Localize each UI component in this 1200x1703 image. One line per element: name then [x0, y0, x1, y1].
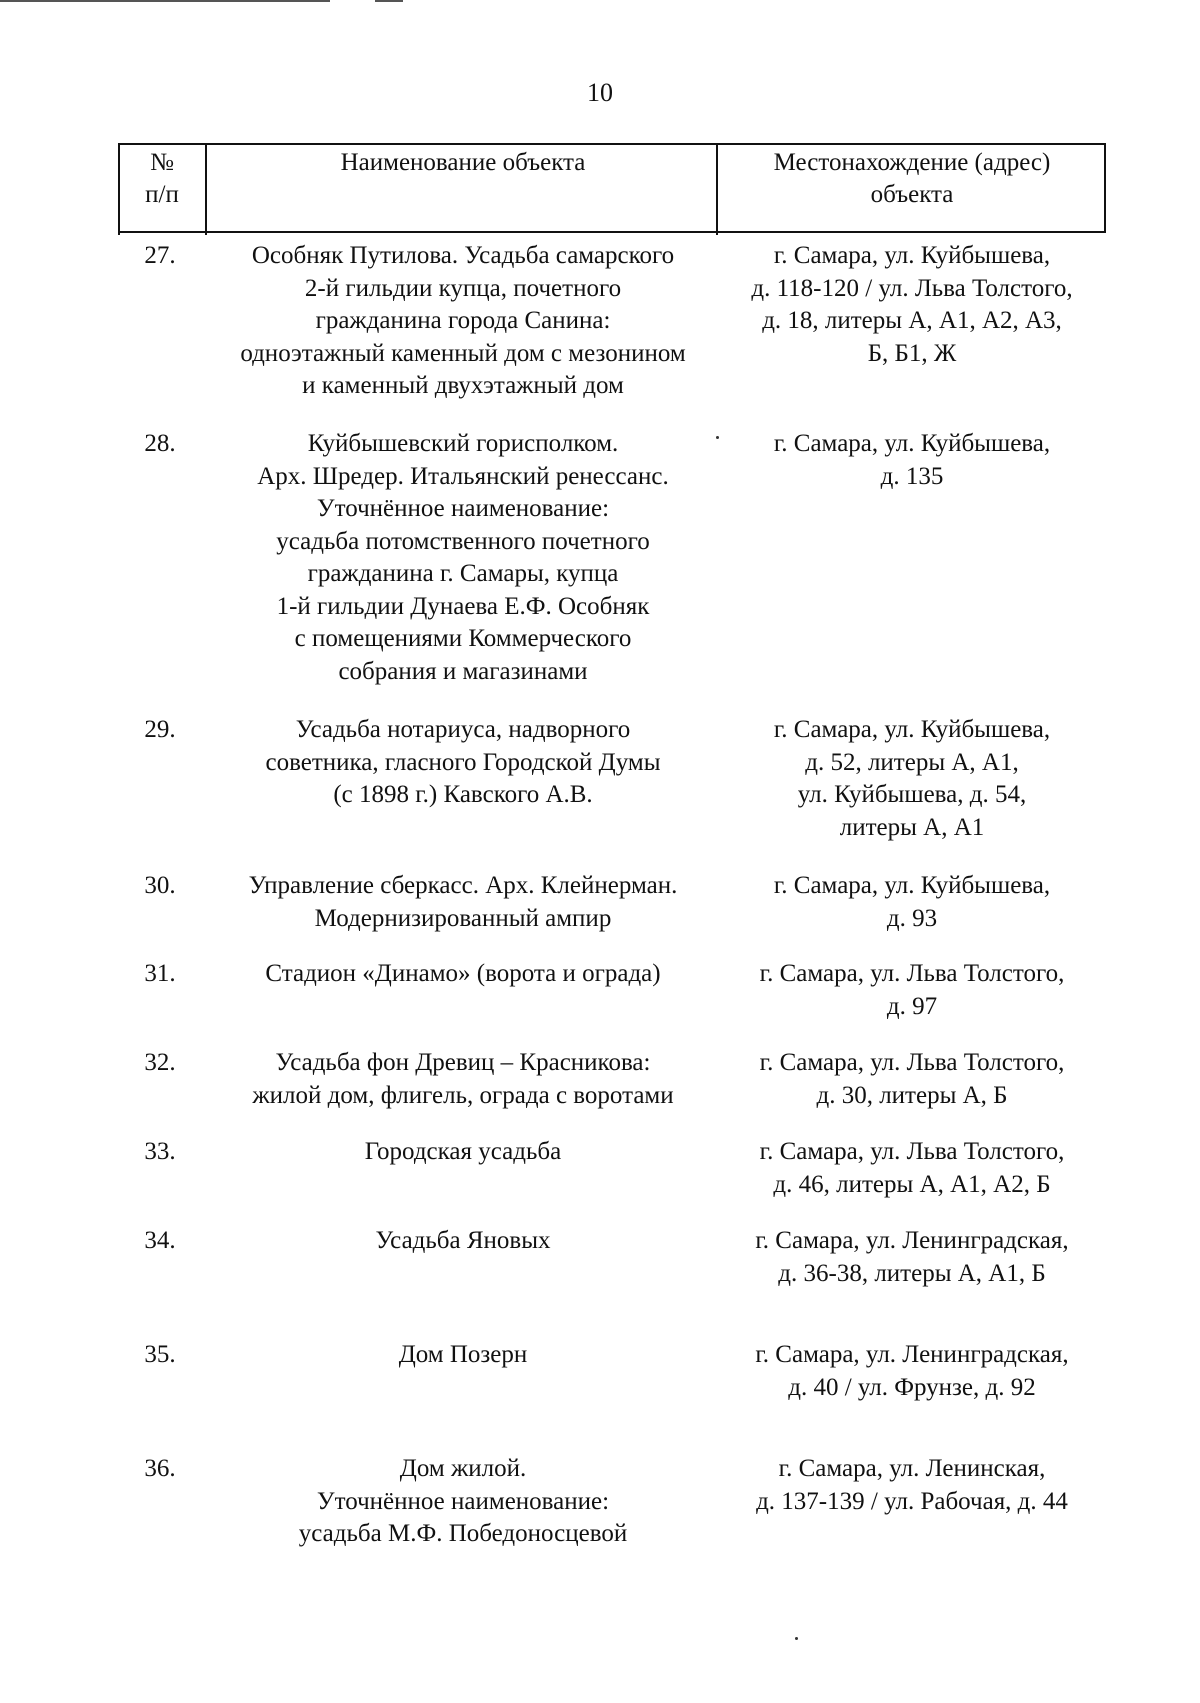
object-address: [722, 1047, 1102, 1112]
row-number: 34.: [144, 1227, 176, 1254]
object-address-line: г. Самара, ул. Куйбышева,: [773, 242, 1051, 269]
object-name: [208, 240, 718, 403]
object-address-line: г. Самара, ул. Куйбышева,: [773, 430, 1051, 457]
row-number: 28.: [144, 430, 176, 457]
row-number: 32.: [144, 1049, 176, 1076]
object-address: [722, 958, 1102, 1023]
row-number: 36.: [144, 1455, 176, 1482]
row-number: 29.: [144, 716, 176, 743]
object-address-line: г. Самара, ул. Ленинградская,: [755, 1341, 1069, 1368]
object-name-line: Городская усадьба: [364, 1138, 562, 1165]
object-address: [722, 870, 1102, 935]
object-name-line: 1-й гильдии Дунаева Е.Ф. Особняк: [276, 592, 650, 620]
header-num: [122, 147, 202, 211]
object-address-line: г. Самара, ул. Ленинградская,: [755, 1227, 1069, 1254]
row-number: 35.: [144, 1341, 176, 1368]
object-address-line: г. Самара, ул. Куйбышева,: [773, 872, 1051, 899]
object-name-line: (с 1898 г.) Кавского А.В.: [333, 781, 593, 808]
object-name-line: Дом Позерн: [398, 1341, 528, 1368]
object-name-line: Арх. Шредер. Итальянский ренессанс.: [257, 462, 669, 490]
object-name-line: одноэтажный каменный дом с мезонином: [240, 339, 686, 367]
object-name: [208, 1136, 718, 1169]
page-number: 10: [587, 78, 613, 107]
object-name-line: жилой дом, флигель, ограда с воротами: [252, 1081, 674, 1109]
scan-speck: [795, 1637, 798, 1640]
object-address: [722, 428, 1102, 493]
object-name-line: Усадьба фон Древиц – Красникова:: [275, 1049, 651, 1076]
object-name-line: Модернизированный ампир: [314, 904, 612, 932]
object-name-line: Управление сберкасс. Арх. Клейнерман.: [248, 872, 678, 899]
object-address-line: г. Самара, ул. Льва Толстого,: [759, 1138, 1065, 1165]
object-address-line: г. Самара, ул. Куйбышева,: [773, 716, 1051, 743]
object-address-line: г. Самара, ул. Льва Толстого,: [759, 1049, 1065, 1076]
row-number: 27.: [144, 242, 176, 269]
object-name-line: 2-й гильдии купца, почетного: [304, 274, 622, 302]
object-name: [208, 714, 718, 812]
object-address: [722, 714, 1102, 844]
object-name: [208, 1225, 718, 1258]
object-name-line: Дом жилой.: [399, 1455, 527, 1482]
object-address-line: г. Самара, ул. Ленинская,: [778, 1455, 1046, 1482]
object-name-line: Стадион «Динамо» (ворота и ограда): [265, 960, 661, 987]
object-address-line: д. 30, литеры А, Б: [816, 1081, 1008, 1109]
object-address-line: г. Самара, ул. Льва Толстого,: [759, 960, 1065, 987]
object-name-line: собрания и магазинами: [338, 657, 588, 685]
object-address-line: д. 52, литеры А, А1,: [805, 748, 1019, 776]
object-address: [722, 1453, 1102, 1518]
object-address-line: д. 135: [880, 462, 944, 490]
object-name: [208, 1339, 718, 1372]
object-address: [722, 1225, 1102, 1290]
object-name-line: усадьба потомственного почетного: [276, 527, 650, 555]
object-address-line: д. 40 / ул. Фрунзе, д. 92: [788, 1373, 1036, 1401]
header-name-line-1: Наименование объекта: [340, 149, 586, 176]
header-address-line-1: Местонахождение (адрес): [773, 149, 1051, 176]
object-address-line: д. 137-139 / ул. Рабочая, д. 44: [756, 1487, 1068, 1515]
object-name-line: гражданина г. Самары, купца: [307, 560, 619, 587]
object-address-line: литеры А, А1: [839, 813, 985, 841]
object-address-line: д. 46, литеры А, А1, А2, Б: [773, 1170, 1051, 1198]
object-name: [208, 1453, 718, 1551]
object-name-line: Уточнённое наименование:: [316, 495, 610, 522]
object-name-line: усадьба М.Ф. Победоносцевой: [298, 1520, 628, 1547]
object-name: [208, 958, 718, 991]
row-number: 30.: [144, 872, 176, 899]
header-divider-1: [205, 143, 207, 235]
object-name: [208, 1047, 718, 1112]
object-address-line: ул. Куйбышева, д. 54,: [797, 781, 1027, 808]
object-name-line: Особняк Путилова. Усадьба самарского: [251, 242, 675, 269]
object-name: [208, 428, 718, 688]
header-num-line-2: п/п: [145, 181, 179, 208]
row-number: 31.: [144, 960, 176, 987]
header-num-line-1: №: [150, 149, 174, 176]
object-address-line: д. 36-38, литеры А, А1, Б: [778, 1259, 1046, 1287]
object-address-line: Б, Б1, Ж: [867, 339, 957, 367]
scan-edge-line-right: [375, 0, 403, 2]
object-address: [722, 1136, 1102, 1201]
object-name-line: Куйбышевский горисполком.: [307, 430, 619, 457]
object-address-line: д. 93: [886, 904, 938, 932]
object-name-line: Усадьба Яновых: [375, 1227, 551, 1254]
header-address-line-2: объекта: [870, 181, 954, 208]
header-name: [208, 147, 718, 179]
object-name-line: гражданина города Санина:: [315, 307, 611, 334]
row-number: 33.: [144, 1138, 176, 1165]
object-address: [722, 1339, 1102, 1404]
scan-speck: [716, 436, 719, 439]
object-name-line: советника, гласного Городской Думы: [265, 748, 661, 776]
object-address-line: д. 18, литеры А, А1, А2, А3,: [762, 307, 1062, 334]
object-address: [722, 240, 1102, 370]
header-divider-left: [118, 143, 120, 235]
scan-edge-line-left: [0, 0, 330, 2]
object-name: [208, 870, 718, 935]
object-name-line: Усадьба нотариуса, надворного: [295, 716, 631, 743]
object-name-line: и каменный двухэтажный дом: [302, 372, 624, 399]
header-address: [718, 147, 1106, 211]
object-name-line: с помещениями Коммерческого: [294, 625, 632, 652]
object-name-line: Уточнённое наименование:: [316, 1487, 610, 1515]
object-address-line: д. 118-120 / ул. Льва Толстого,: [751, 274, 1073, 302]
object-address-line: д. 97: [886, 992, 938, 1020]
